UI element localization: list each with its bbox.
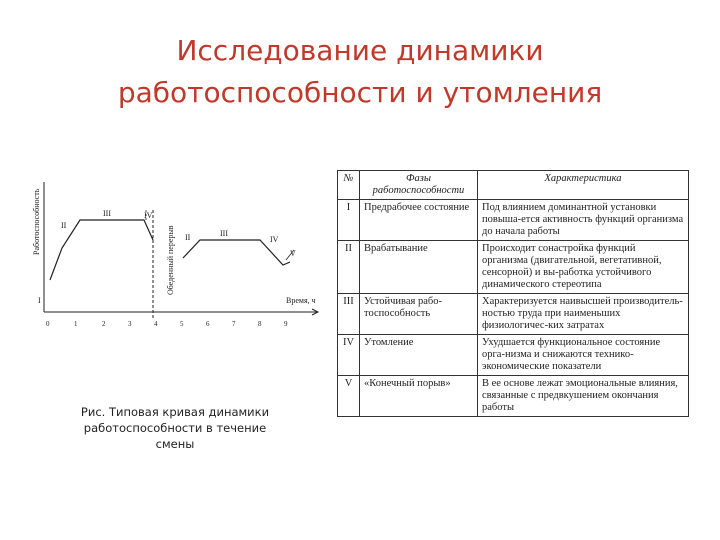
phases-table [337, 170, 689, 417]
row-num: IV [338, 335, 360, 376]
title-line-2: работоспособности и утомления [117, 76, 603, 109]
row-num: II [338, 241, 360, 294]
header-phase: Фазы работоспособности [360, 171, 478, 200]
figure-caption [60, 404, 290, 452]
x-tick: 1 [74, 320, 78, 328]
row-phase: Предрабочее состояние [360, 200, 478, 241]
slide-title [0, 30, 720, 114]
row-desc: Характеризуется наивысшей производитель-ностью труда при наименьших физиологичес-ких затратах [478, 294, 689, 335]
caption-line-3: смены [155, 437, 195, 451]
x-tick: 8 [258, 320, 262, 328]
x-tick: 5 [180, 320, 184, 328]
row-phase: Устойчивая рабо-тоспособность [360, 294, 478, 335]
row-num: V [338, 376, 360, 417]
row-num: I [338, 200, 360, 241]
x-tick: 0 [46, 320, 50, 328]
row-phase: «Конечный порыв» [360, 376, 478, 417]
table-row [338, 241, 689, 294]
x-axis-label: Время, ч [286, 296, 316, 305]
y-axis-mid-label: Обеденный перерыв [166, 225, 175, 295]
table-header-row [338, 171, 689, 200]
row-num: III [338, 294, 360, 335]
x-tick: 6 [206, 320, 210, 328]
phase-label: I [38, 296, 41, 305]
row-desc: Под влиянием доминантной установки повыша-ется активность функций организма до начала работы [478, 200, 689, 241]
phase-label: IV [144, 211, 153, 220]
x-tick: 7 [232, 320, 236, 328]
row-desc: Ухудшается функциональное состояние орга-низма и снижаются технико-экономические показатели [478, 335, 689, 376]
x-tick: 3 [128, 320, 132, 328]
table-row [338, 376, 689, 417]
row-desc: Происходит сонастройка функций организма (двигательной, вегетативной, сенсорной) и вы-работка устойчивого динамического стереотипа [478, 241, 689, 294]
phase-label: V [290, 249, 296, 258]
y-axis-left-label: Работоспособность [32, 188, 41, 255]
x-tick: 4 [154, 320, 158, 328]
phase-label: IV [270, 235, 279, 244]
header-num: № [338, 171, 360, 200]
x-tick: 2 [102, 320, 106, 328]
table-row [338, 200, 689, 241]
row-desc: В ее основе лежат эмоциональные влияния, связанные с предвкушением окончания работы [478, 376, 689, 417]
table-row [338, 294, 689, 335]
caption-line-1: Рис. Типовая кривая динамики [80, 405, 270, 419]
row-phase: Врабатывание [360, 241, 478, 294]
phase-label: II [61, 221, 67, 230]
x-tick: 9 [284, 320, 288, 328]
phase-label: II [185, 233, 191, 242]
row-phase: Утомление [360, 335, 478, 376]
work-capacity-chart [28, 170, 338, 330]
x-ticks [46, 320, 288, 328]
caption-line-2: работоспособности в течение [83, 421, 267, 435]
header-desc: Характеристика [478, 171, 689, 200]
phase-label: III [220, 229, 228, 238]
phase-label: III [103, 209, 111, 218]
title-line-1: Исследование динамики [176, 34, 544, 67]
table-row [338, 335, 689, 376]
